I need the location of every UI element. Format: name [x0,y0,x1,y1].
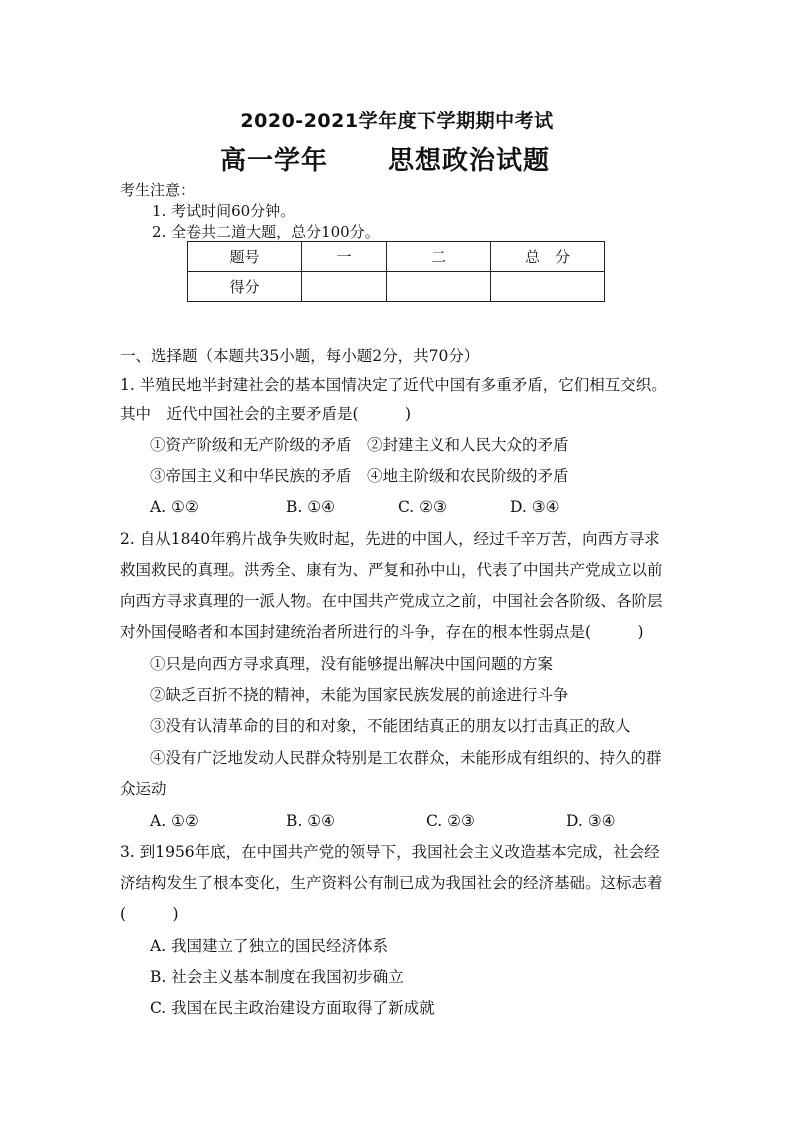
q1-option-row-2: ③帝国主义和中华民族的矛盾 ④地主阶级和农民阶级的矛盾 [150,467,569,485]
subject-label: 思想政治试题 [388,146,551,176]
section-heading: 一、选择题（本题共35小题，每小题2分，共70分） [120,347,480,365]
q2-line-2: 救国救民的真理。洪秀全、康有为、严复和孙中山，代表了中国共产党成立以前 [120,561,663,579]
q1-answer-c: C. ②③ [398,498,447,516]
q3-option-c: C. 我国在民主政治建设方面取得了新成就 [150,999,435,1017]
q2-option-2: ②缺乏百折不挠的精神，未能为国家民族发展的前途进行斗争 [150,686,569,704]
table-cell: 一 [302,242,387,272]
q2-answer-b: B. ①④ [286,812,336,830]
q1-answer-a: A. ①② [150,498,199,516]
notice-item-1: 1. 考试时间60分钟。 [152,202,296,220]
q2-answer-a: A. ①② [150,812,199,830]
table-cell: 题号 [188,242,302,272]
q2-option-3: ③没有认清革命的目的和对象，不能团结真正的朋友以打击真正的敌人 [150,717,631,735]
q2-line-3: 向西方寻求真理的一派人物。在中国共产党成立之前，中国社会各阶级、各阶层 [120,592,663,610]
q3-option-b: B. 社会主义基本制度在我国初步确立 [150,968,404,986]
q2-option-4-cont: 众运动 [120,780,167,798]
table-cell [387,272,491,302]
q1-line-1: 1. 半殖民地半封建社会的基本国情决定了近代中国有多重矛盾，它们相互交织。 [120,376,667,394]
q3-line-2: 济结构发生了根本变化，生产资料公有制已成为我国社会的经济基础。这标志着 [120,874,663,892]
score-table-row [188,242,605,272]
q1-option-row-1: ①资产阶级和无产阶级的矛盾 ②封建主义和人民大众的矛盾 [150,436,569,454]
q1-line-2: 其中 近代中国社会的主要矛盾是( ) [120,405,412,423]
score-table [187,241,605,302]
q2-option-4: ④没有广泛地发动人民群众特别是工农群众，未能形成有组织的、持久的群 [150,749,662,767]
score-table-row [188,272,605,302]
q2-answer-d: D. ③④ [566,812,616,830]
notice-item-2: 2. 全卷共二道大题，总分100分。 [152,223,380,241]
exam-year-title: 2020-2021学年度下学期期中考试 [240,110,554,132]
table-cell [491,272,605,302]
q3-line-1: 3. 到1956年底，在中国共产党的领导下，我国社会主义改造基本完成，社会经 [120,843,660,861]
table-cell: 二 [387,242,491,272]
q1-answer-b: B. ①④ [286,498,336,516]
notice-title: 考生注意： [120,181,196,199]
q2-option-1: ①只是向西方寻求真理，没有能够提出解决中国问题的方案 [150,655,554,673]
exam-subject-title [220,140,640,177]
grade-label: 高一学年 [220,146,329,176]
table-cell: 得分 [188,272,302,302]
q3-option-a: A. 我国建立了独立的国民经济体系 [150,937,389,955]
table-cell: 总 分 [491,242,605,272]
q1-answer-d: D. ③④ [510,498,560,516]
q2-answer-c: C. ②③ [426,812,475,830]
table-cell [302,272,387,302]
q3-line-3: ( ) [120,905,179,923]
q2-line-1: 2. 自从1840年鸦片战争失败时起，先进的中国人，经过千辛万苦，向西方寻求 [120,530,660,548]
q2-line-4: 对外国侵略者和本国封建统治者所进行的斗争，存在的根本性弱点是( ) [120,623,644,641]
